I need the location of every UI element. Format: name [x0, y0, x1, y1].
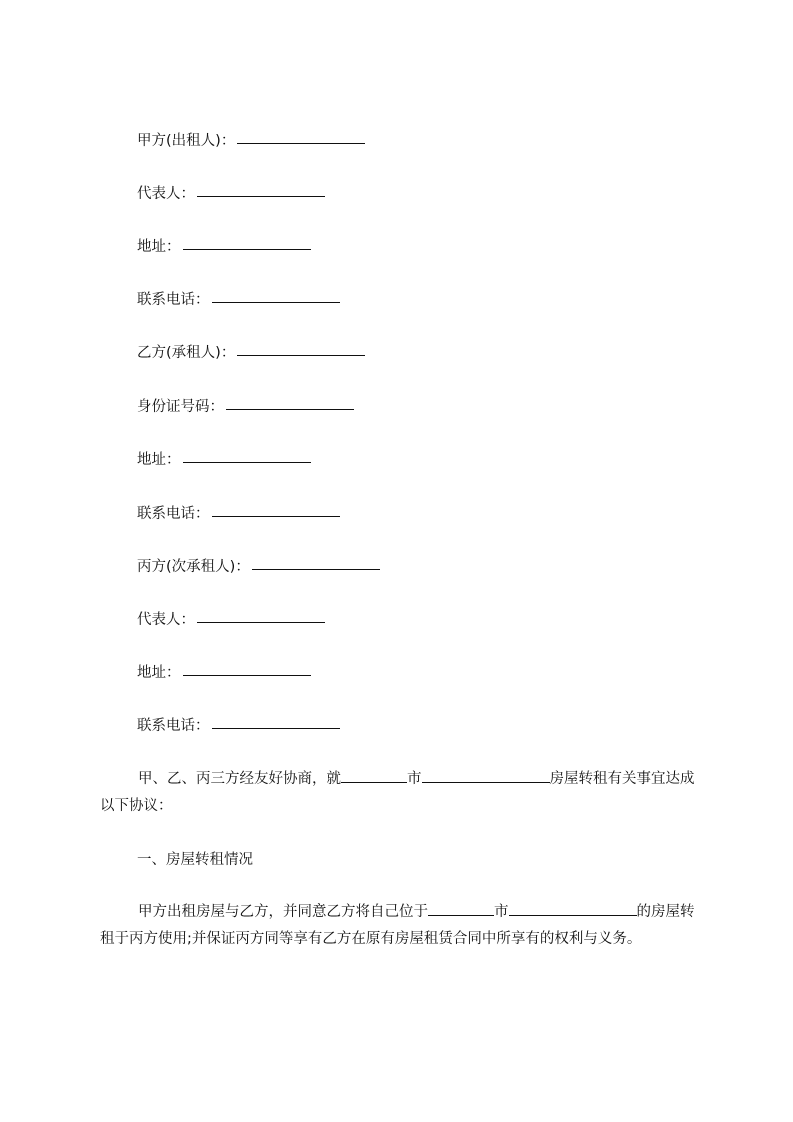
party-a-phone-blank[interactable]	[212, 301, 340, 303]
section-1-text-3: 的房屋转租于丙方使用;并保证丙方同等享有乙方在原有房屋租赁合同中所享有的权利与义务。	[100, 904, 695, 947]
intro-city-blank[interactable]	[341, 767, 407, 783]
party-b-field	[137, 343, 365, 363]
party-b-label: 乙方(承租人)：	[137, 345, 236, 361]
intro-location-blank[interactable]	[422, 767, 550, 783]
section-1-text-1: 甲方出租房屋与乙方，并同意乙方将自己位于	[138, 904, 428, 920]
party-a-phone-field	[137, 290, 340, 310]
party-b-id-field	[137, 397, 354, 417]
section-1-city-blank[interactable]	[428, 900, 494, 916]
party-c-address-field	[137, 663, 311, 683]
party-b-address-label: 地址：	[137, 452, 181, 468]
intro-text-3: 房屋转租有关事宜达成以下协议：	[100, 771, 695, 814]
party-a-field	[137, 131, 365, 151]
party-b-phone-label: 联系电话：	[137, 506, 210, 522]
party-a-phone-label: 联系电话：	[137, 292, 210, 308]
party-a-representative-blank[interactable]	[197, 195, 325, 197]
party-b-address-field	[137, 450, 311, 470]
party-c-representative-label: 代表人：	[137, 612, 195, 628]
party-c-phone-field	[137, 716, 340, 736]
party-b-phone-field	[137, 504, 340, 524]
party-c-phone-label: 联系电话：	[137, 718, 210, 734]
party-c-representative-field	[137, 610, 325, 630]
party-b-phone-blank[interactable]	[212, 515, 340, 517]
party-c-representative-blank[interactable]	[197, 621, 325, 623]
party-b-id-label: 身份证号码：	[137, 399, 224, 415]
party-a-address-label: 地址：	[137, 239, 181, 255]
section-1-paragraph	[100, 899, 700, 953]
section-1-text-2: 市	[494, 904, 509, 920]
party-a-address-blank[interactable]	[183, 248, 311, 250]
party-c-address-blank[interactable]	[183, 674, 311, 676]
party-c-phone-blank[interactable]	[212, 727, 340, 729]
party-a-address-field	[137, 237, 311, 257]
section-1-title: 一、房屋转租情况	[137, 852, 253, 868]
party-a-label: 甲方(出租人)：	[137, 133, 236, 149]
party-b-address-blank[interactable]	[183, 461, 311, 463]
party-c-blank[interactable]	[252, 568, 380, 570]
party-a-blank[interactable]	[237, 142, 365, 144]
party-b-blank[interactable]	[237, 354, 365, 356]
intro-text-2: 市	[407, 771, 422, 787]
party-a-representative-label: 代表人：	[137, 186, 195, 202]
intro-paragraph	[100, 766, 700, 820]
party-c-field	[137, 557, 380, 577]
party-a-representative-field	[137, 184, 325, 204]
section-1-location-blank[interactable]	[509, 900, 637, 916]
party-c-address-label: 地址：	[137, 665, 181, 681]
intro-text-1: 甲、乙、丙三方经友好协商，就	[138, 771, 341, 787]
party-b-id-blank[interactable]	[226, 408, 354, 410]
party-c-label: 丙方(次承租人)：	[137, 559, 250, 575]
